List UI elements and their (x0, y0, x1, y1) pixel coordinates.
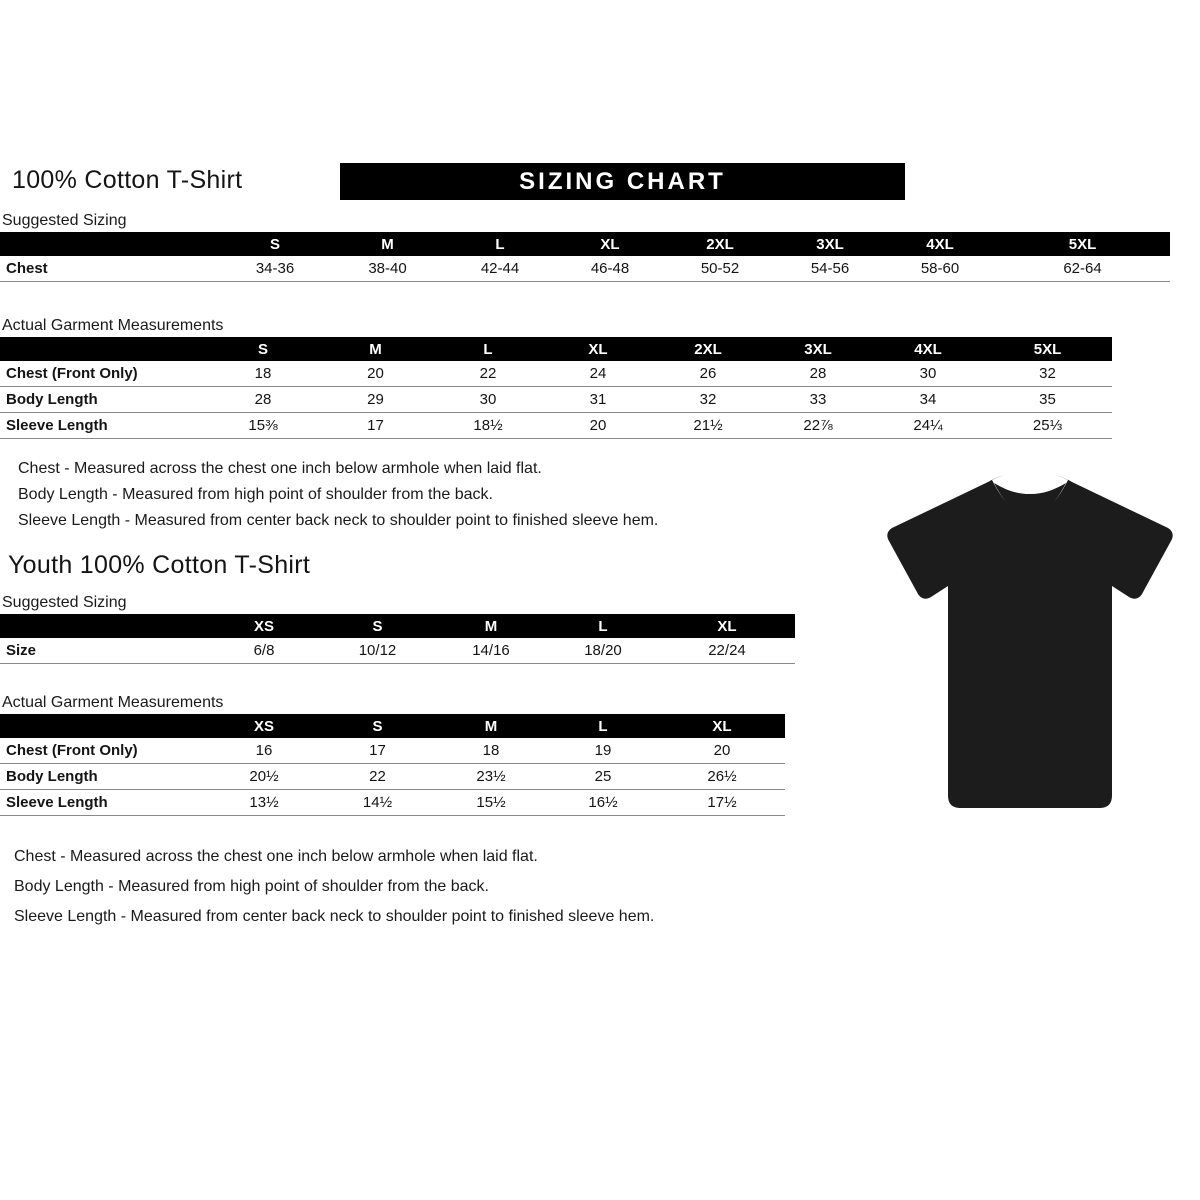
cell: 31 (543, 387, 653, 413)
table-row (0, 413, 1112, 439)
cell: 22 (433, 361, 543, 387)
table-row (0, 638, 795, 664)
column-header: 5XL (1068, 235, 1097, 253)
note-body-length: Body Length - Measured from high point of shoulder from the back. (14, 878, 489, 895)
cell: 19 (547, 738, 659, 764)
adult-actual-measurements-label: Actual Garment Measurements (2, 317, 224, 334)
column-header: S (372, 717, 383, 735)
table-row (0, 764, 785, 790)
cell: 18/20 (547, 638, 659, 664)
cell: 26 (653, 361, 763, 387)
tshirt-icon (880, 470, 1180, 815)
cell: 14/16 (435, 638, 547, 664)
cell: 17 (320, 738, 435, 764)
cell: 22 (320, 764, 435, 790)
note-body-length: Body Length - Measured from high point of shoulder from the back. (18, 486, 493, 503)
column-header: M (369, 340, 382, 358)
column-header: 3XL (804, 340, 832, 358)
cell: 16½ (547, 790, 659, 816)
column-header: M (381, 235, 394, 253)
column-header: XL (717, 617, 737, 635)
cell: 58-60 (885, 256, 995, 282)
table-header-row (0, 714, 785, 738)
cell: 18 (208, 361, 318, 387)
cell: 20 (318, 361, 433, 387)
cell: 6/8 (208, 638, 320, 664)
cell: 17 (318, 413, 433, 439)
column-header: XS (253, 617, 274, 635)
cell: 24¼ (873, 413, 983, 439)
cell: 46-48 (555, 256, 665, 282)
youth-suggested-sizing-label: Suggested Sizing (2, 594, 127, 611)
column-header: XL (588, 340, 608, 358)
column-header: XL (600, 235, 620, 253)
cell: 13½ (208, 790, 320, 816)
cell: 20½ (208, 764, 320, 790)
cell: 10/12 (320, 638, 435, 664)
cell: 34 (873, 387, 983, 413)
cell: 15⅜ (208, 413, 318, 439)
cell: 42-44 (445, 256, 555, 282)
column-header: 5XL (1033, 340, 1062, 358)
column-header: 2XL (706, 235, 734, 253)
youth-actual-measurements-table (0, 714, 785, 816)
cell: 14½ (320, 790, 435, 816)
cell: 18 (435, 738, 547, 764)
sizing-chart-banner (340, 163, 905, 200)
cell: 25⅓ (983, 413, 1112, 439)
table-row (0, 256, 1170, 282)
cell: 35 (983, 387, 1112, 413)
cell: 24 (543, 361, 653, 387)
column-header: S (372, 617, 383, 635)
column-header: L (483, 340, 493, 358)
note-chest: Chest - Measured across the chest one inch below armhole when laid flat. (14, 848, 538, 865)
adult-section-title: 100% Cotton T-Shirt (12, 166, 243, 194)
youth-actual-measurements-label: Actual Garment Measurements (2, 694, 224, 711)
cell: 62-64 (995, 256, 1170, 282)
column-header: 4XL (926, 235, 954, 253)
cell: 22⅞ (763, 413, 873, 439)
cell: 26½ (659, 764, 785, 790)
table-row (0, 738, 785, 764)
column-header: 4XL (914, 340, 942, 358)
column-header (0, 714, 208, 738)
row-label: Chest (0, 256, 220, 282)
column-header: 3XL (816, 235, 844, 253)
column-header (0, 337, 208, 361)
cell: 32 (983, 361, 1112, 387)
youth-section-title: Youth 100% Cotton T-Shirt (8, 551, 311, 579)
cell: 28 (208, 387, 318, 413)
table-row (0, 361, 1112, 387)
cell: 15½ (435, 790, 547, 816)
cell: 33 (763, 387, 873, 413)
column-header: L (495, 235, 505, 253)
column-header: XL (712, 717, 732, 735)
cell: 34-36 (220, 256, 330, 282)
cell: 50-52 (665, 256, 775, 282)
column-header: S (269, 235, 280, 253)
note-chest: Chest - Measured across the chest one inch below armhole when laid flat. (18, 460, 542, 477)
adult-suggested-sizing-table (0, 232, 1170, 282)
adult-measurement-notes (18, 456, 658, 534)
note-sleeve-length: Sleeve Length - Measured from center back neck to shoulder point to finished sleeve hem. (18, 512, 659, 529)
cell: 22/24 (659, 638, 795, 664)
row-label: Body Length (0, 764, 208, 790)
column-header: M (484, 617, 498, 635)
column-header: XS (253, 717, 274, 735)
row-label: Chest (Front Only) (0, 361, 208, 387)
cell: 21½ (653, 413, 763, 439)
row-label: Body Length (0, 387, 208, 413)
youth-suggested-sizing-table (0, 614, 795, 664)
table-header-row (0, 232, 1170, 256)
cell: 32 (653, 387, 763, 413)
column-header: L (598, 717, 608, 735)
cell: 28 (763, 361, 873, 387)
column-header: 2XL (694, 340, 722, 358)
note-sleeve-length: Sleeve Length - Measured from center back neck to shoulder point to finished sleeve hem. (14, 908, 655, 925)
row-label: Sleeve Length (0, 790, 208, 816)
cell: 20 (659, 738, 785, 764)
cell: 29 (318, 387, 433, 413)
row-label: Sleeve Length (0, 413, 208, 439)
table-header-row (0, 614, 795, 638)
table-header-row (0, 337, 1112, 361)
row-label: Chest (Front Only) (0, 738, 208, 764)
tshirt-illustration (880, 470, 1180, 815)
cell: 25 (547, 764, 659, 790)
column-header: M (484, 717, 498, 735)
column-header (0, 232, 220, 256)
cell: 18½ (433, 413, 543, 439)
cell: 16 (208, 738, 320, 764)
cell: 38-40 (330, 256, 445, 282)
cell: 23½ (435, 764, 547, 790)
cell: 30 (433, 387, 543, 413)
sizing-chart-banner-label: SIZING CHART (519, 168, 726, 195)
adult-suggested-sizing-label: Suggested Sizing (2, 212, 127, 229)
table-row (0, 790, 785, 816)
column-header: S (257, 340, 268, 358)
row-label: Size (0, 638, 208, 664)
cell: 17½ (659, 790, 785, 816)
adult-actual-measurements-table (0, 337, 1112, 439)
cell: 54-56 (775, 256, 885, 282)
column-header: L (598, 617, 608, 635)
youth-measurement-notes (14, 842, 654, 932)
cell: 30 (873, 361, 983, 387)
cell: 20 (543, 413, 653, 439)
table-row (0, 387, 1112, 413)
column-header (0, 614, 208, 638)
